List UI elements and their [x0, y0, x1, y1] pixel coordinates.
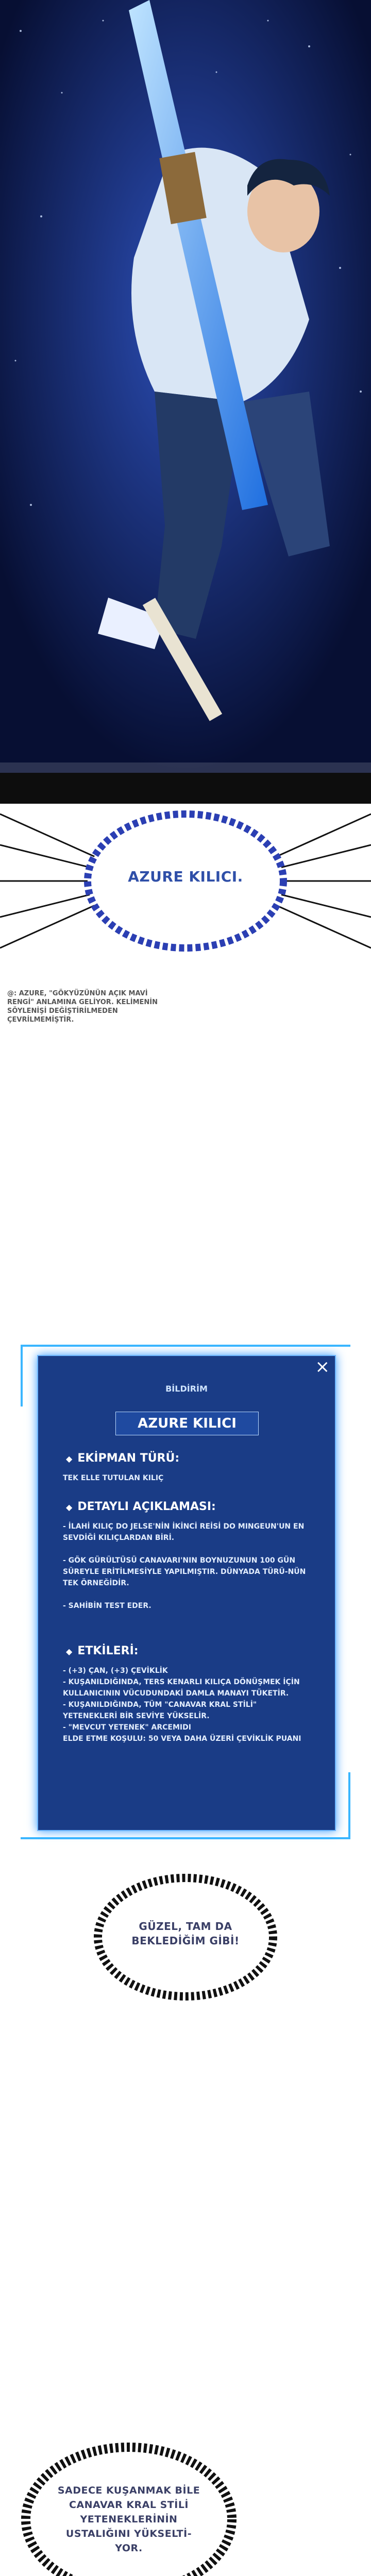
translator-note: @: AZURE, "GÖKYÜZÜNÜN AÇIK MAVİ RENGİ" ANLAMINA GELİYOR. KELİMENİN SÖYLENİŞİ DEĞİŞTİRİLMEDEN ÇEVRİLMEMİŞTİR.	[7, 990, 158, 1024]
section-body-type: TEK ELLE TUTULAN KILIÇ	[63, 1474, 164, 1482]
triangle-icon: ◆	[66, 1454, 73, 1464]
bubble-azure-text: AZURE KILICI.	[128, 868, 243, 885]
status-window	[37, 1355, 336, 1831]
section-heading-effects: ◆ ETKİLERİ:	[66, 1645, 139, 1657]
panel-sword-raise	[0, 0, 371, 773]
status-window-label: BİLDİRİM	[165, 1384, 208, 1394]
section-heading-description: ◆ DETAYLI AÇIKLAMASI:	[66, 1500, 216, 1513]
item-name: AZURE KILICI	[115, 1412, 259, 1435]
bubble-guzel-text: GÜZEL, TAM DA BEKLEDİĞİM GİBİ!	[131, 1920, 240, 1947]
triangle-icon: ◆	[66, 1502, 73, 1512]
bubble-guzel	[0, 1855, 371, 2020]
section-heading-type: ◆ EKİPMAN TÜRÜ:	[66, 1452, 180, 1465]
triangle-icon: ◆	[66, 1647, 73, 1656]
hud-frame-top	[21, 1345, 350, 1347]
close-icon[interactable]: ×	[315, 1357, 330, 1377]
hud-frame-bottom	[21, 1837, 350, 1839]
section-body-description: - İLAHİ KILIÇ DO JELSE'NİN İKİNCİ REİSİ DO MINGEUN'UN EN SEVDİĞİ KILIÇLARDAN BİRİ. - GÖK GÜRÜLTÜSÜ CANAVARI'NIN BOYNUZUNUN 100 GÜN SÜREYLE ERİTİLMESİYLE YAPILMIŞTIR. DÜNYADA TÜRÜ-NÜN TEK ÖRNEĞİDİR. - SAHİBİN TEST EDER.	[63, 1522, 306, 1610]
section-body-effects: - (+3) ÇAN, (+3) ÇEVİKLİK - KUŞANILDIĞINDA, TERS KENARLI KILIÇA DÖNÜŞMEK İÇİN KULLANICININ VÜCUDUNDAKİ DAMLA MANAYI TÜKETİR. - KUŞANILDIĞINDA, TÜM "CANAVAR KRAL STİLİ" YETENEKLERİ BİR SEVİYE YÜKSELİR. - "MEVCUT YETENEK" ARCEMIDI ELDE ETME KOŞULU: 50 VEYA DAHA ÜZERİ ÇEVİKLİK PUANI	[63, 1667, 301, 1743]
hud-frame-right	[348, 1772, 350, 1839]
bubble-sadece-text: SADECE KUŞANMAK BİLE CANAVAR KRAL STİLİ YETENEKLERİNİN USTALIĞINI YÜKSELTİ-YOR.	[57, 2485, 200, 2554]
bubble-sadece	[0, 2432, 371, 2576]
panel-azure-burst	[0, 773, 371, 989]
hud-frame-left	[21, 1345, 23, 1406]
